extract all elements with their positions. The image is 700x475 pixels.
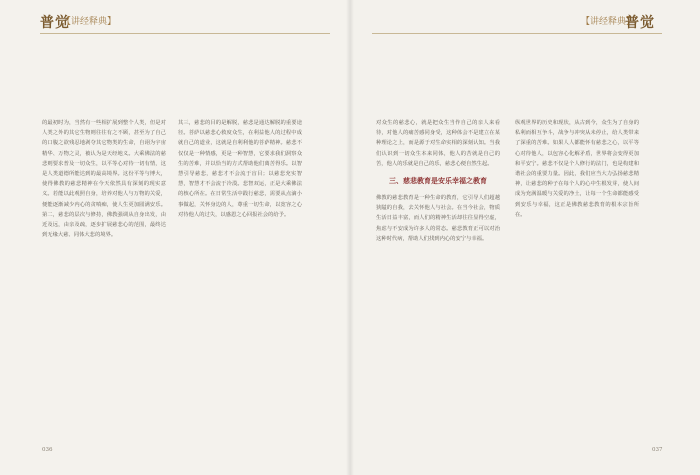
paragraph: 纵观世界的历史和现状，从古到今，众生为了自身的私利而相互争斗，战争与冲突从未停止，给人类带来了深重的苦难。如果人人都能怀有慈悲之心，以平等心对待他人，以包容心化解矛盾，世界将会变得更加和平安宁。慈悲不仅是个人修行的法门，也是构建和谐社会的重要力量。因此，我们应当大力弘扬慈悲精神，让慈悲的种子在每个人的心中生根发芽，使人间成为充满温暖与关爱的净土，让每一个生命都能感受到安乐与幸福，这正是佛教慈悲教育的根本宗旨所在。	[515, 120, 639, 218]
header-logo: 普觉	[625, 15, 655, 31]
text-column-1	[376, 118, 500, 450]
text-column-2	[178, 118, 302, 450]
paragraph: 对众生的慈悲心，就是把众生当作自己的亲人来看待，对他人的痛苦感同身受，这种体会不是建立在某种理论之上，而是源于对生命实相的深刻认知。当我们认识到一切众生本来同体，他人的苦就是自己的苦，他人的乐就是自己的乐，慈悲心便自然生起。	[376, 120, 500, 167]
page-number: 036	[42, 447, 53, 453]
header-rule	[372, 33, 662, 34]
paragraph: 其三，慈悲的目的是解脱，慈悲是通达解脱的重要途径。菩萨以慈悲心救度众生，在利益他人的过程中成就自己的道业，这就是自利利他的菩萨精神。慈悲不仅仅是一种情感，更是一种智慧，它要求我们洞察众生的苦难，并以恰当的方式帮助他们离苦得乐。以智慧引导慈悲，慈悲才不会流于盲目；以慈悲充实智慧，智慧才不会流于冷漠。悲智双运，正是大乘佛法的核心所在。在日常生活中践行慈悲，需要从点滴小事做起，关怀身边的人，尊重一切生命，以宽容之心对待他人的过失，以感恩之心回报社会的给予。	[178, 120, 302, 218]
section-heading: 三、慈悲教育是安乐幸福之教育	[389, 176, 487, 186]
paragraph: 佛教的慈悲教育是一种生命的教育，它引导人们超越狭隘的自我，去关怀他人与社会。在当今社会，物质生活日益丰富，而人们的精神生活却往往显得空虚，焦虑与不安成为许多人的常态。慈悲教育正可以对治这种时代病，帮助人们找到内心的安宁与幸福。	[376, 195, 500, 242]
book-gutter	[346, 0, 354, 475]
text-column-2	[515, 118, 639, 450]
right-page	[350, 0, 700, 475]
header-rule	[40, 33, 330, 34]
text-column-1	[42, 118, 166, 450]
page-number: 037	[652, 447, 663, 453]
header-section-tag: 【讲经释典】	[581, 17, 636, 27]
header-logo: 普觉	[40, 15, 70, 31]
paragraph: 的最初时为，当然有一些相扩展到整个人类，但是对人类之外的其它生物则往往有之不顾，甚至为了自己的口腹之欲残忍地剥夺其它物类的生命，自诩为宇宙精华、万物之灵，被认为是天经地义。大乘佛法的慈悲则要求普及一切众生，以平等心对待一切有情，这是人类道德所能达到的最高境界。这份平等与博大，使得佛教的慈悲精神在今天依然具有深刻的现实意义。若能以此观照自身，培养对他人与万物的关爱，便能逐渐减少内心的贪嗔痴，使人生更加圆满安乐。第二，慈悲的层次与修持，佛教强调从自身出发，由近及远，由亲及疏，逐步扩展慈悲心的范围，最终达到无缘大慈、同体大悲的境界。	[42, 120, 166, 239]
header-section-tag: 【讲经释典】	[62, 17, 117, 27]
